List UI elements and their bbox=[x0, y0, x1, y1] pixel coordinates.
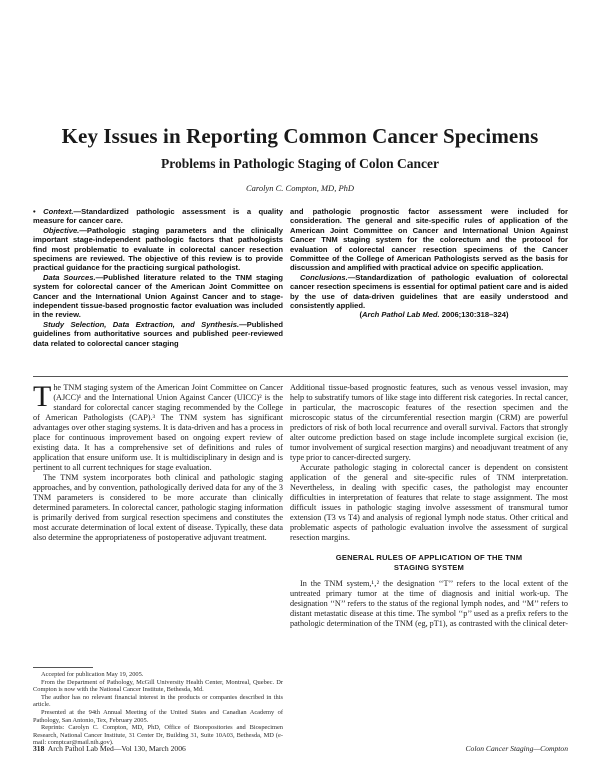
body-paragraph-text: he TNM staging system of the American Joint Committee on Cancer (AJCC)¹ and the International Union Against Cancer (UICC)² is the standard for colorectal cancer staging recommended by the College of American Pathologists (CAP).³ The TNM system has significant advantages over other staging systems. It is data-driven and has a process in place for continuous improvement based on ongoing expert review of existing data. It has a comprehensive set of definitions and rules of application that ensure uniform use. It is multidisciplinary in design and is pertinent to all current techniques for stage evaluation. bbox=[33, 383, 283, 472]
article-subtitle: Problems in Pathologic Staging of Colon Cancer bbox=[161, 156, 439, 171]
footnote-reprints: Reprints: Carolyn C. Compton, MD, PhD, Office of Biorepositories and Biospecimen Research, National Cancer Institute, 31 Center Dr, Building 31, Suite 10A03, Bethesda, MD (e-mail: comptcar@mail.nih.gov). bbox=[33, 724, 283, 747]
citation-journal: Arch Pathol Lab Med. bbox=[362, 310, 440, 320]
abstract-right-column bbox=[290, 207, 568, 320]
page-number: 318 bbox=[33, 744, 45, 753]
footnotes bbox=[33, 671, 283, 747]
article-title: Key Issues in Reporting Common Cancer Specimens bbox=[61, 124, 539, 148]
body-paragraph: The TNM system incorporates both clinical and pathologic staging approaches, and by convention, pathologically derived data for any of the 3 TNM parameters is considered to be more accurate than clinically determined parameters. In colorectal cancer, pathologic staging information is primarily derived from surgical resection specimens and constitutes the most accurate determination of local extent of disease. Typically, these data also determine the appropriateness of postoperative adjuvant treatment. bbox=[33, 473, 283, 542]
abstract-left-column bbox=[33, 207, 283, 348]
body-right-column bbox=[290, 383, 568, 629]
abstract-objective bbox=[33, 226, 283, 273]
body-left-column bbox=[33, 380, 283, 543]
footnote-presented: Presented at the 94th Annual Meeting of the United States and Canadian Academy of Pathology, San Antonio, Tex, February 2005. bbox=[33, 708, 283, 724]
abstract-study bbox=[33, 320, 283, 348]
section-heading-line-2: STAGING SYSTEM bbox=[393, 563, 465, 572]
abstract-data-sources-text: —Published literature related to the TNM staging system for colorectal cancer of the American Joint Committee on Cancer and the International Union Against Cancer and to stage-independent tissue-based prognostic factor evaluation was included in the review. bbox=[33, 272, 283, 320]
abstract-study-label: Study Selection, Data Extraction, and Synthesis. bbox=[43, 319, 240, 329]
body-paragraph: In the TNM system,¹‚² the designation ‘‘T’’ refers to the local extent of the untreated primary tumor at the time of diagnosis and initial work-up. The designation ‘‘N’’ refers to the status of the regional lymph nodes, and ‘‘M’’ refers to distant metastatic disease at this time. The symbol ‘‘p’’ used as a prefix refers to the pathologic determination of the TNM (eg, pT1), as contrasted with the clinical deter- bbox=[290, 579, 568, 628]
body-paragraph: Accurate pathologic staging in colorectal cancer is dependent on consistent application of the general and site-specific rules of TNM interpretation. Nevertheless, in dealing with specific cases, the pathologist may encounter difficulties in interpretation of features that relate to stage assignment. The most difficult issues in pathologic staging involve assessment of transmural tumor extension (T3 vs T4) and analysis of regional lymph node status. Other critical and problematic aspects of pathologic evaluation involve the assessment of surgical resection margins. bbox=[290, 463, 568, 542]
footnote-accepted: Accepted for publication May 19, 2005. bbox=[41, 671, 144, 678]
abstract-divider bbox=[33, 376, 568, 377]
page-footer-left bbox=[33, 744, 186, 753]
abstract-objective-text: —Pathologic staging parameters and the clinically important stage-independent pathologic factors that pathologists find most problematic to evaluate in colorectal cancer resection specimens are reviewed. The objective of this review is to provide practical guidance for the practicing surgical pathologist. bbox=[33, 225, 283, 273]
abstract-study-continued: and pathologic prognostic factor assessment were included for consideration. The general and site-specific rules of application of the American Joint Committee on Cancer and International Union Against Cancer TNM staging system for the colorectum and the protocol for evaluation of colorectal cancer resection specimens of the Cancer Committee of the College of American Pathologists served as the basis for discussion and amplified with practical advice on specific application. bbox=[290, 207, 568, 273]
article-authors: Carolyn C. Compton, MD, PhD bbox=[245, 183, 355, 193]
body-paragraph: Additional tissue-based prognostic features, such as venous vessel invasion, may help to substratify tumors of like stage into different risk categories. In rectal cancer, in particular, the macroscopic features of the resection specimen and the microscopic status of the circumferential resection margin (CRM) are powerful predictors of risk of both local recurrence and overall survival. Factors that strongly alter outcome prediction based on stage include incomplete surgical excision (ie, tumor involvement of surgical resection margins) and neoadjuvant treatment of any type prior to cancer-directed surgery. bbox=[290, 383, 568, 462]
abstract-conclusions bbox=[290, 273, 568, 311]
abstract-conclusions-label: Conclusions. bbox=[300, 272, 348, 282]
citation-details: 2006;130:318–324) bbox=[441, 310, 509, 320]
abstract-data-sources-label: Data Sources. bbox=[43, 272, 96, 282]
running-title: Colon Cancer Staging—Compton bbox=[465, 744, 568, 753]
body-paragraph bbox=[33, 380, 283, 473]
abstract-context-text: —Standardized pathologic assessment is a quality measure for cancer care. bbox=[33, 207, 283, 226]
abstract-conclusions-text: —Standardization of pathologic evaluation of colorectal cancer resection specimens is essential for optimal patient care and is aided by the use of data-driven guidelines that are easily understood and consistently applied. bbox=[290, 272, 568, 311]
section-heading-line-1: GENERAL RULES OF APPLICATION OF THE TNM bbox=[335, 553, 523, 562]
abstract-context-label: Context. bbox=[43, 207, 74, 216]
drop-cap: T bbox=[33, 380, 52, 413]
abstract-data-sources bbox=[33, 273, 283, 320]
abstract-objective-label: Objective. bbox=[43, 225, 80, 235]
footnote-affiliation: From the Department of Pathology, McGill University Health Center, Montreal, Quebec. Dr Compton is now with the National Cancer Institute, Bethesda, Md. bbox=[33, 678, 283, 694]
footnote-disclosure: The author has no relevant financial interest in the products or companies described in this article. bbox=[33, 693, 283, 709]
section-heading bbox=[290, 553, 568, 573]
abstract-study-text: —Published guidelines from authoritative sources and published peer-reviewed data related to colorectal cancer staging bbox=[33, 319, 283, 348]
footnote-divider bbox=[33, 667, 93, 668]
abstract-context bbox=[33, 207, 283, 226]
journal-info: Arch Pathol Lab Med—Vol 130, March 2006 bbox=[47, 744, 186, 753]
abstract-citation: (Arch Pathol Lab Med. 2006;130:318–324) bbox=[359, 310, 509, 320]
bullet-icon: • bbox=[33, 207, 36, 216]
